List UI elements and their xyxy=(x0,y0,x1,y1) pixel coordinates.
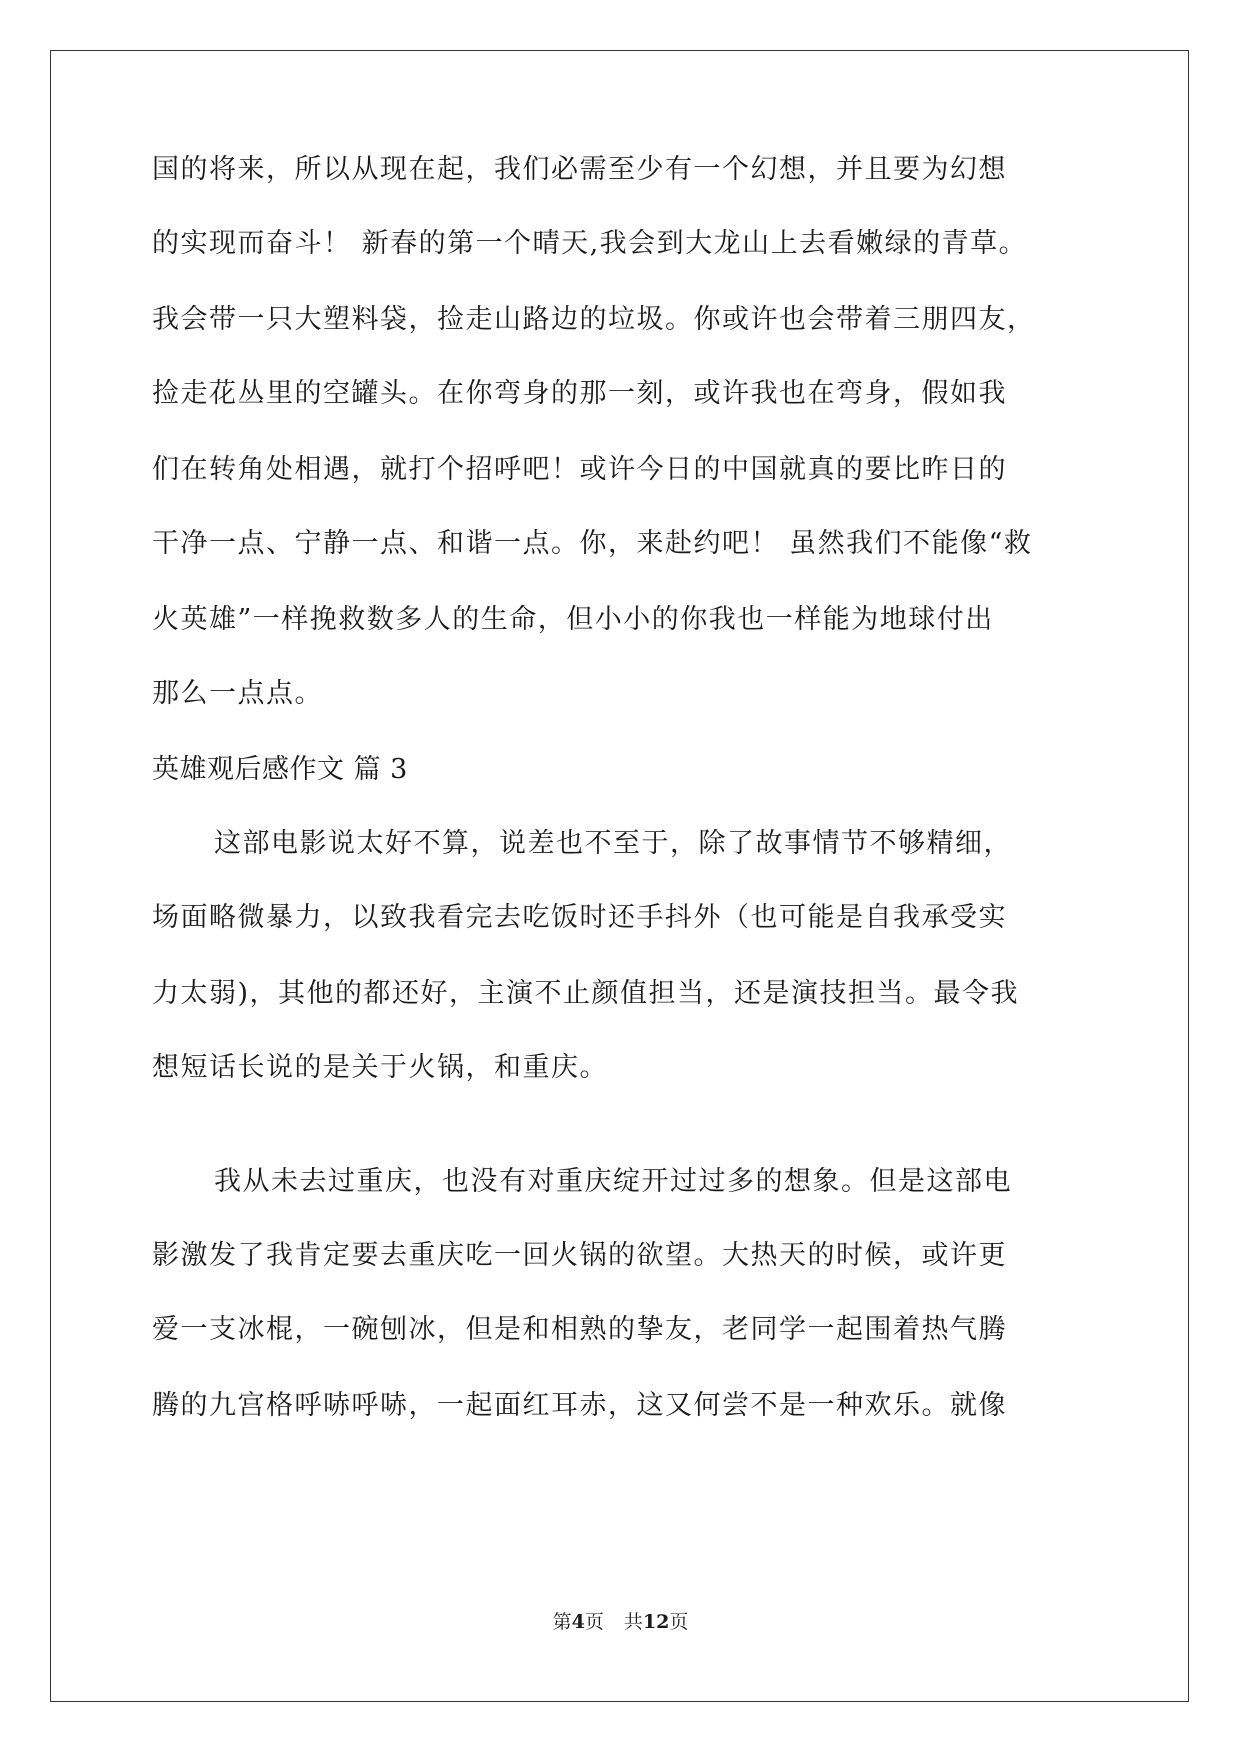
total-suffix: 页 xyxy=(669,1611,689,1633)
page-prefix: 第 xyxy=(552,1611,572,1633)
text-line: 腾的九宫格呼哧呼哧，一起面红耳赤，这又何尝不是一种欢乐。就像 xyxy=(152,1390,1007,1421)
page-current: 4 xyxy=(571,1611,585,1633)
text-line: 这部电影说太好不算，说差也不至于，除了故事情节不够精细， xyxy=(214,828,1012,859)
text-line: 影激发了我肯定要去重庆吃一回火锅的欲望。大热天的时候，或许更 xyxy=(152,1240,1007,1271)
text-line: 的实现而奋斗！ 新春的第一个晴天,我会到大龙山上去看嫩绿的青草。 xyxy=(152,228,1028,259)
text-line: 想短话长说的是关于火锅，和重庆。 xyxy=(152,1052,608,1083)
text-line: 那么一点点。 xyxy=(152,678,323,709)
text-line: 爱一支冰棍，一碗刨冰，但是和相熟的挚友，老同学一起围着热气腾 xyxy=(152,1314,1007,1345)
text-line: 我会带一只大塑料袋，捡走山路边的垃圾。你或许也会带着三朋四友， xyxy=(152,304,1036,335)
text-line: 干净一点、宁静一点、和谐一点。你，来赴约吧！ 虽然我们不能像“救 xyxy=(152,528,1033,559)
page-footer xyxy=(0,1610,1241,1634)
section-heading: 英雄观后感作文 篇 3 xyxy=(152,754,408,785)
text-line: 火英雄”一样挽救数多人的生命，但小小的你我也一样能为地球付出 xyxy=(152,604,994,635)
text-line: 力太弱)，其他的都还好，主演不止颜值担当，还是演技担当。最令我 xyxy=(152,978,1020,1009)
text-line: 国的将来，所以从现在起，我们必需至少有一个幻想，并且要为幻想 xyxy=(152,154,1007,185)
page-suffix: 页 xyxy=(584,1611,604,1633)
text-line: 们在转角处相遇，就打个招呼吧！或许今日的中国就真的要比昨日的 xyxy=(152,454,1007,485)
page-border xyxy=(50,50,1189,1702)
page-total: 12 xyxy=(642,1611,670,1633)
text-line: 场面略微暴力，以致我看完去吃饭时还手抖外（也可能是自我承受实 xyxy=(152,902,1007,933)
text-line: 我从未去过重庆，也没有对重庆绽开过过多的想象。但是这部电 xyxy=(214,1166,1012,1197)
text-line: 捡走花丛里的空罐头。在你弯身的那一刻，或许我也在弯身，假如我 xyxy=(152,378,1007,409)
total-prefix: 共 xyxy=(623,1611,643,1633)
